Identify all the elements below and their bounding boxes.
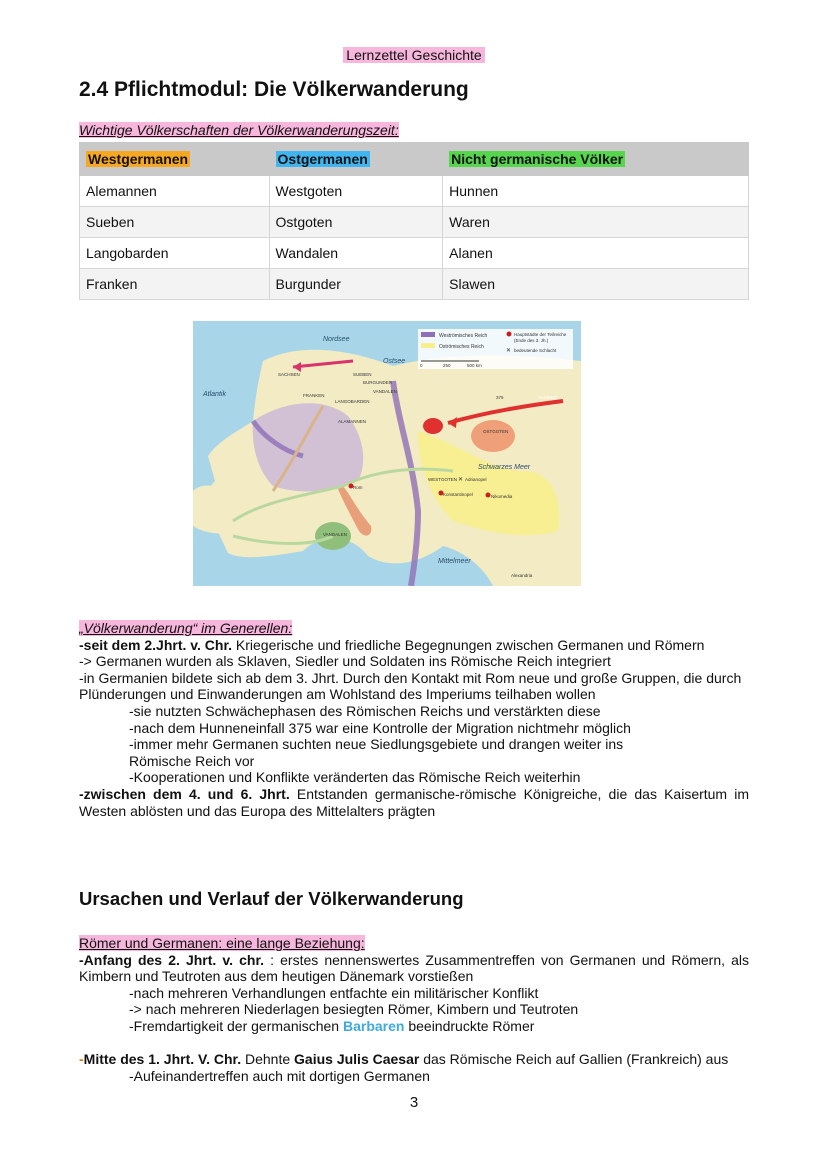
text-line-indented: -Fremdartigkeit der germanischen Barbaren beeindruckte Römer [129, 1017, 535, 1034]
text-line-indented: -Kooperationen und Konflikte veränderten das Römische Reich weiterhin [129, 769, 581, 786]
map-label-vandalen-sued: VANDALEN [323, 532, 347, 537]
table-cell: Sueben [80, 207, 270, 238]
map-legend-west: Weströmisches Reich [439, 333, 488, 339]
section-voelkerwanderung-generell [79, 620, 749, 819]
text-line-indented: -sie nutzten Schwächephasen des Römischen Reichs und verstärkten diese [129, 702, 601, 719]
map-label-franken: FRANKEN [303, 393, 325, 398]
table-cell: Alemannen [80, 176, 270, 207]
text-line: -Anfang des 2. Jhrt. v. chr. : erstes nennenswertes Zusammentreffen von Germanen und Römern, als Kimbern und Teutroten aus dem heutigen Dänemark vorstießen [79, 951, 749, 985]
text-line-indented: -> nach mehreren Niederlagen besiegten Römer, Kimbern und Teutroten [129, 1001, 579, 1018]
map-label-ostsee: Ostsee [383, 358, 406, 365]
page-number: 3 [409, 1094, 419, 1111]
col-header-nicht-germanisch: Nicht germanische Völker [443, 143, 749, 176]
table-cell: Wandalen [269, 238, 443, 269]
map-scale-500: 500 km [467, 363, 482, 368]
table-row [80, 269, 749, 300]
col-header-westgermanen: Westgermanen [80, 143, 270, 176]
text-line: -Mitte des 1. Jhrt. V. Chr. Dehnte Gaius Julis Caesar das Römische Reich auf Gallien (Frankreich) aus [79, 1051, 729, 1068]
map-label-alamannen: ALAMANNEN [338, 419, 367, 424]
map-legend-swatch-east [421, 343, 435, 348]
table-header-row [80, 143, 749, 176]
map-label-alexandria: Alexandria [511, 573, 533, 578]
header-title: Lernzettel Geschichte [343, 47, 484, 63]
table-cell: Langobarden [80, 238, 270, 269]
text-line: -> Germanen wurden als Sklaven, Siedler und Soldaten ins Römische Reich integriert [79, 653, 611, 670]
map-western-empire [253, 403, 367, 491]
migration-map [193, 321, 581, 586]
text-line: -in Germanien bildete sich ab dem 3. Jhrt. Durch den Kontakt mit Rom neue und große Gruppen, die durch Plünderungen und Einwanderungen am Wohlstand des Imperiums teilhaben wollen [79, 669, 742, 703]
map-label-westgoten: WESTGOTEN [428, 477, 457, 482]
table-cell: Franken [80, 269, 270, 300]
map-label-mittelmeer: Mittelmeer [438, 558, 471, 565]
page-header [0, 47, 828, 63]
map-label-sachsen: SACHSEN [278, 372, 300, 377]
map-label-hunnen: HUNNEN [538, 395, 558, 400]
map-label-vandalen-nord: VANDALEN [373, 389, 397, 394]
text-line: -seit dem 2.Jhrt. v. Chr. Kriegerische und friedliche Begegnungen zwischen Germanen und Römern [79, 636, 705, 653]
text-line-indented: -nach mehreren Verhandlungen entfachte ein militärischer Konflikt [129, 984, 539, 1001]
section-label-beziehung: Römer und Germanen: eine lange Beziehung: [79, 935, 365, 951]
map-label-ostgoten: OSTGOTEN [483, 429, 509, 434]
text-line-indented: -Aufeinandertreffen auch mit dortigen Germanen [129, 1067, 430, 1084]
table-row [80, 176, 749, 207]
section-heading-ursachen: Ursachen und Verlauf der Völkerwanderung [79, 888, 464, 909]
map-legend-east: Oströmisches Reich [439, 344, 484, 350]
table-cell: Ostgoten [269, 207, 443, 238]
highlight-barbaren: Barbaren [342, 1017, 405, 1034]
battle-icon: ✕ [458, 477, 464, 483]
section-label-voelkerschaften: Wichtige Völkerschaften der Völkerwanderungszeit: [79, 122, 399, 138]
map-label-atlantik: Atlantik [203, 391, 226, 398]
voelker-table [79, 142, 749, 300]
map-land-iberia [193, 486, 235, 534]
map-legend-battle: bedeutende Schlacht [514, 348, 557, 353]
map-ostgoten-area [471, 420, 515, 452]
table-cell: Westgoten [269, 176, 443, 207]
map-hunnen-area [423, 418, 443, 434]
text-line-indented: -immer mehr Germanen suchten neue Siedlungsgebiete und drangen weiter ins Römische Reich vor [129, 736, 624, 769]
map-label-rom: Rom [353, 485, 363, 490]
section-roemer-germanen [79, 935, 749, 1084]
map-label-375: 375 [496, 395, 504, 400]
capital-icon [507, 332, 512, 337]
map-label-nordsee: Nordsee [323, 336, 350, 343]
text-line: -zwischen dem 4. und 6. Jhrt. Entstanden germanische-römische Königreiche, die das Kaisertum im Westen ablösten und das Europa des Mittelalters prägten [79, 785, 750, 819]
battle-icon: ✕ [506, 348, 512, 354]
map-scale-250: 250 [443, 363, 451, 368]
table-row [80, 207, 749, 238]
col-header-ostgermanen: Ostgermanen [269, 143, 443, 176]
map-label-nikomedia: Nikomedia [491, 494, 513, 499]
capital-icon [486, 493, 491, 498]
map-scale-0: 0 [420, 363, 423, 368]
map-legend-capital2: (Ende des 3. Jh.) [514, 338, 549, 343]
table-row [80, 238, 749, 269]
map-label-adrianopel: Adrianopel [465, 477, 487, 482]
table-cell: Alanen [443, 238, 749, 269]
map-label-langobarden: LANGOBARDEN [335, 399, 370, 404]
map-label-schwarzes-meer: Schwarzes Meer [478, 464, 531, 471]
capital-icon [439, 491, 444, 496]
map-label-sueben: SUEBEN [353, 372, 372, 377]
section-label-generell: „Völkerwanderung“ im Generellen: [79, 620, 293, 636]
text-line-indented: -nach dem Hunneneinfall 375 war eine Kontrolle der Migration nichtmehr möglich [129, 719, 631, 736]
table-cell: Hunnen [443, 176, 749, 207]
table-cell: Waren [443, 207, 749, 238]
map-legend-swatch-west [421, 332, 435, 337]
map-legend-capital: Hauptstädte der Teilreiche [514, 332, 567, 337]
capital-icon [349, 484, 354, 489]
page-title: 2.4 Pflichtmodul: Die Völkerwanderung [79, 78, 469, 101]
table-cell: Slawen [443, 269, 749, 300]
map-label-burgunder: BURGUNDER [363, 380, 393, 385]
table-cell: Burgunder [269, 269, 443, 300]
map-label-konstantinopel: Konstantinopel [443, 492, 473, 497]
